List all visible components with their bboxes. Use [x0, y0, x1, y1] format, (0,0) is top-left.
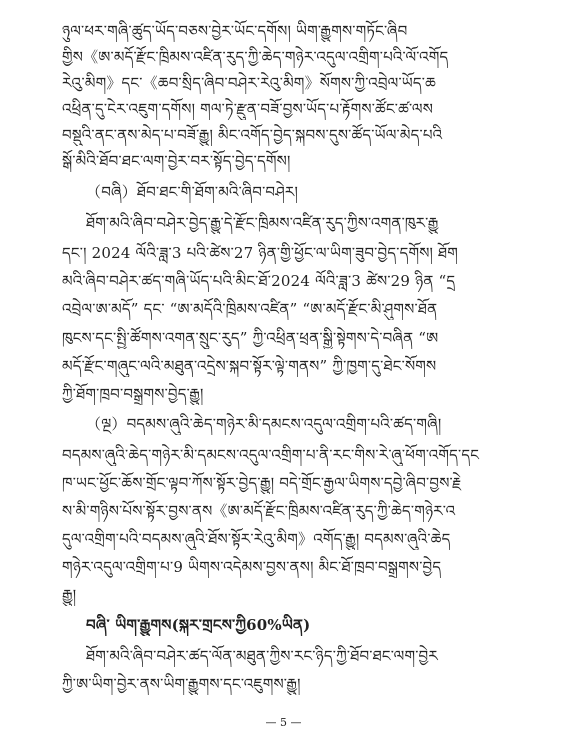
- paragraph-line: བདམས་ཞུའི་ཆེད་གཉེར་མི་དམངས་འདུལ་འགྲིག་པ་ནི་རང་གིས་རེ་ཞུ་ཕོག་འགོད་དང: [62, 446, 480, 464]
- paragraph-line: གཉེར་འདུལ་འགྲིག་པ་9 ཡིགས་འདེམས་བྱས་ནས། མིང་ཐོ་ཁྲབ་བསྒྲགས་བྱེད: [62, 558, 442, 576]
- paragraph-line: རྒྱུ།: [62, 586, 77, 604]
- paragraph-line: དང་། 2024 ལོའི་ཟླ་3 པའི་ཚེས་27 ཉིན་གྱི་ཕྱོང་ལ་ཡིག་ཟུབ་བྱེད་དགོས། ཐོག: [62, 244, 459, 262]
- paragraph-line: ས་མི་གཉིས་པོས་སྟོར་བྱས་ནས《ཨ་མདོ་རྫོང་ཁྲིམས་འཛིན་རུད་ཀྱི་ཆེད་གཉེར་འ: [62, 502, 456, 520]
- paragraph-line: ཀྱི་ཐོག་ཁྲབ་བསྒྲགས་བྱེད་རྒྱུ།: [62, 385, 204, 403]
- paragraph-line: ཁ་ཡང་ཕྱོང་ཆོས་གྲོང་ལྟབ་ཀོས་སྟོར་བྱེད་རྒྱུ། བདེ་གྲོང་རྒྱལ་ཡིགས་དབྱེ་ཞིབ་བྱས་རྗེ: [62, 474, 462, 492]
- paragraph-line: རེའུ་མིག》དང་《ཆབ་སྲིད་ཞིབ་བཤེར་རེའུ་མིག》སོགས་ཀྱི་འབྲེལ་ཡོད་ཆ: [62, 74, 436, 92]
- paragraph-line: མའི་ཞིབ་བཤེར་ཚད་གཞི་ཡོད་པའི་མིང་ཐོ་2024 ལོའི་ཟླ་3 ཚེས་29 ཉིན “དྲ: [62, 272, 456, 290]
- paragraph-line: མདོ་རྫོང་གཞུང་ལའི་མཐུན་འདྲེས་སྐབ་སྟོར་ལྟེ་གནས” ཀྱི་ཁྱག་དུ་ཐེང་སོགས: [62, 357, 437, 375]
- paragraph-line: འཕྲིན་དུ་ངེར་འཇུག་དགོས། གལ་ཏེ་རྫུན་བཟོ་བྱས་ཡོད་པ་རྟོགས་ཚོང་ཚ་ལས: [62, 100, 434, 118]
- paragraph-line: ཀྱི་ཨ་ཡིག་བྱེར་ནས་ཡིག་རྒྱུགས་དང་འཇུགས་རྒྱུ།: [62, 675, 301, 693]
- paragraph-line: དུལ་འགྲིག་པའི་བདམས་ཞུའི་ཐོས་སྟོར་རེའུ་མིག》འགོད་རྒྱུ། བདམས་ཞུའི་ཆེད: [62, 530, 451, 548]
- paragraph-line: འབྲེལ་ཨ་མདོ” དང་ “ཨ་མདོའི་ཁྲིམས་འཛིན” “ཨ་མདོ་རྫོང་མི་ཤུགས་ཐོན: [62, 300, 438, 318]
- paragraph-line: གྱིས《ཨ་མདོ་རྫོང་ཁྲིམས་འཛིན་རུད་ཀྱི་ཆེད་གཉེར་འདུལ་འགྲིག་པའི་ལོ་འགོད: [62, 48, 449, 66]
- paragraph-line: བསྡུའི་ནང་ནས་མེད་པ་བཟོ་རྒྱུ། མིང་འགོད་བྱེད་སྐབས་དུས་ཚོད་ཡོལ་མེད་པའི: [62, 126, 443, 144]
- section-heading: བཞི་ ཡིག་རྒྱུགས(སྐར་གྲངས་ཀྱི60%ཡིན): [86, 616, 311, 634]
- section-heading: （བཞི）ཐོབ་ཐང་གི་ཐོག་མའི་ཞིབ་བཤེར།: [86, 183, 299, 201]
- paragraph-line: སྒོ་མིའི་ཐོབ་ཐང་ལག་བྱེར་བར་སྟོད་བྱེད་དགོས།: [62, 152, 291, 170]
- paragraph-line: ཁུངས་དང་སྤྱི་ཚོགས་འགན་སྲུང་རུད” ཀྱི་འཕྲིན་ཕྲན་སྒྱི་སྟེགས་དེ་བཞིན “ཨ: [62, 329, 439, 347]
- paragraph-line: ཐོག་མའི་ཞིབ་བཤེར་བྱེད་རྒྱུ་དེ་རྫོང་ཁྲིམས་འཛིན་རུད་ཀྱིས་འགན་ཁུར་རྒྱུ: [86, 214, 439, 232]
- section-heading: （ལྔ）བདམས་ཞུའི་ཆེད་གཉེར་མི་དམངས་འདུལ་འགྲིག་པའི་ཚད་གཞི།: [86, 415, 442, 433]
- paragraph-line: ཉུལ་ཕར་གཞི་ཚུད་ཡོད་བཅས་བྱེར་ཡོང་དགོས། ཡིག་རྒྱུགས་གཏོང་ཞིབ: [62, 22, 408, 40]
- page-number: — 5 —: [265, 716, 302, 729]
- paragraph-line: ཐོག་མའི་ཞིབ་བཤེར་ཚད་ལོན་མཐུན་ཀྱིས་རང་ཉིད་ཀྱི་ཐོབ་ཐང་ལག་བྱེར: [86, 647, 438, 665]
